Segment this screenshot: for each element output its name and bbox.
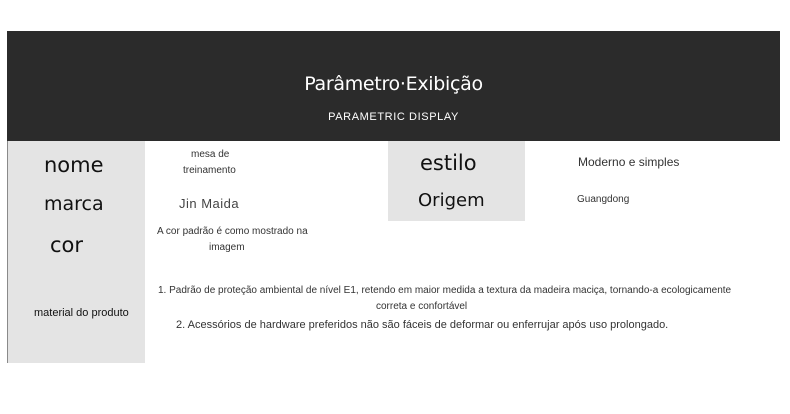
origem-value: Guangdong [577, 194, 630, 205]
estilo-value-cell [525, 141, 781, 182]
nome-value-cell [145, 141, 389, 182]
estilo-value: Moderno e simples [578, 155, 680, 169]
cor-value-line1: A cor padrão é como mostrado na [157, 226, 308, 237]
cor-value-cell [145, 221, 781, 260]
parameter-table [7, 141, 780, 363]
marca-label-cell [8, 181, 146, 222]
parameter-header [7, 31, 780, 141]
header-title: Parâmetro·Exibição [304, 73, 483, 95]
material-label: material do produto [34, 307, 129, 319]
estilo-label: estilo [420, 151, 477, 175]
cor-label: cor [50, 233, 84, 257]
marca-value: Jin Maida [179, 196, 240, 211]
material-line1: 1. Padrão de proteção ambiental de nível E1, retendo em maior medida a textura da madeira maciça, tornando-a ecologicamente [158, 285, 732, 296]
marca-value-cell [145, 181, 389, 222]
marca-label: marca [44, 193, 104, 215]
origem-label: Origem [418, 190, 485, 211]
nome-value-line2: treinamento [183, 165, 236, 176]
nome-label: nome [44, 153, 104, 177]
cor-label-cell [8, 221, 146, 260]
estilo-label-cell [388, 141, 526, 182]
nome-label-cell [8, 141, 146, 182]
material-label-cell [8, 259, 146, 363]
header-subtitle: PARAMETRIC DISPLAY [328, 111, 459, 123]
origem-value-cell [525, 181, 781, 222]
cor-value-line2: imagem [209, 242, 245, 253]
material-line2: correta e confortável [376, 301, 468, 312]
material-value-cell [145, 259, 781, 363]
material-line3: 2. Acessórios de hardware preferidos não são fáceis de deformar ou enferrujar após uso prolongado. [176, 319, 669, 331]
origem-label-cell [388, 181, 526, 222]
nome-value-line1: mesa de [191, 149, 230, 160]
